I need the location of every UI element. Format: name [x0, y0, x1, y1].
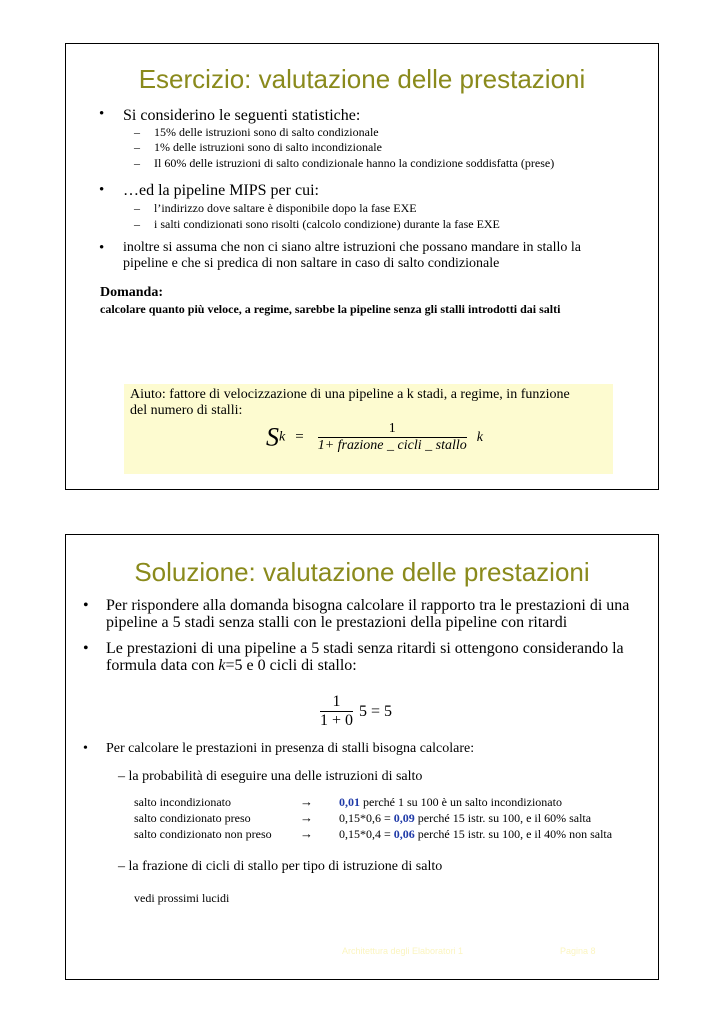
sub-heading: – la frazione di cicli di stallo per tipo di istruzione di salto	[118, 859, 443, 874]
hint-text: Aiuto: fattore di velocizzazione di una pipeline a k stadi, a regime, in funzione	[130, 387, 570, 402]
probability-value: 0,06	[393, 827, 415, 841]
bullet-text: …ed la pipeline MIPS per cui:	[123, 182, 319, 199]
baseline-formula	[320, 693, 392, 730]
paragraph: Per calcolare le prestazioni in presenza di stalli bisogna calcolare:	[106, 741, 475, 756]
row-value-line	[339, 827, 612, 842]
probability-value: 0,09	[393, 811, 415, 825]
sub-item: 15% delle istruzioni sono di salto condizionale	[154, 125, 379, 139]
sub-item: Il 60% delle istruzioni di salto condizionale hanno la condizione soddisfatta (prese)	[154, 156, 555, 170]
formula-numerator: 1	[318, 421, 467, 438]
slide-title: Soluzione: valutazione delle prestazioni	[134, 557, 590, 587]
see-next-note: vedi prossimi lucidi	[134, 891, 230, 905]
dash: –	[134, 201, 140, 215]
formula-s: S	[266, 422, 279, 452]
bullet-dot: •	[83, 597, 89, 614]
text-run: =5 e 0 cicli di stallo:	[225, 657, 357, 674]
calc: 0,15*0,6 =	[339, 811, 394, 825]
hint-box	[124, 384, 613, 474]
row-label: salto incondizionato	[134, 795, 231, 809]
sub-item: l’indirizzo dove saltare è disponibile dopo la fase EXE	[154, 201, 417, 215]
formula-result: 5 = 5	[359, 702, 393, 720]
formula-denominator: 1 + 0	[320, 712, 354, 729]
calc: 0,15*0,4 =	[339, 827, 394, 841]
question-label: Domanda:	[100, 285, 164, 300]
bullet-dot: •	[83, 741, 88, 756]
arrow: →	[300, 794, 313, 809]
dash: –	[134, 140, 140, 154]
sub-heading: – la probabilità di eseguire una delle istruzioni di salto	[118, 769, 423, 784]
sub-item: i salti condizionati sono risolti (calcolo condizione) durante la fase EXE	[154, 217, 500, 231]
bullet-dot: •	[99, 106, 105, 122]
bullet-text: pipeline e che si predica di non saltare in caso di salto condizionale	[123, 256, 500, 271]
k-variable: k	[218, 657, 226, 674]
bullet-text: Si considerino le seguenti statistiche:	[123, 107, 361, 124]
paragraph	[106, 657, 357, 675]
bullet-text: inoltre si assuma che non ci siano altre istruzioni che possano mandare in stallo la	[123, 240, 581, 255]
explanation: perché 15 istr. su 100, e il 60% salta	[414, 811, 592, 825]
row-value-line	[339, 811, 591, 826]
formula-k-subscript: k	[279, 429, 286, 445]
hint-text: del numero di stalli:	[130, 403, 243, 418]
sub-item: 1% delle istruzioni sono di salto incondizionale	[154, 140, 382, 154]
footer-left: Architettura degli Elaboratori 1	[342, 946, 464, 956]
row-label: salto condizionato preso	[134, 811, 251, 825]
explanation: perché 1 su 100 è un salto incondizionato	[360, 795, 562, 809]
slide-1	[65, 43, 659, 490]
bullet-dot: •	[99, 240, 105, 256]
bullet-dot: •	[83, 640, 89, 657]
paragraph: Per rispondere alla domanda bisogna calcolare il rapporto tra le prestazioni di una	[106, 597, 630, 614]
formula-denominator: 1+ frazione _ cicli _ stallo	[317, 438, 467, 453]
paragraph: Le prestazioni di una pipeline a 5 stadi senza ritardi si ottengono considerando la	[106, 640, 624, 657]
question-text: calcolare quanto più veloce, a regime, sarebbe la pipeline senza gli stalli introdotti dai salti	[100, 302, 561, 316]
slide-title: Esercizio: valutazione delle prestazioni	[138, 64, 586, 94]
formula-equals: =	[295, 429, 304, 445]
formula-fraction	[318, 421, 467, 454]
arrow: →	[300, 826, 313, 841]
formula-multiplier: k	[476, 429, 483, 445]
probability-value: 0,01	[339, 795, 360, 809]
arrow: →	[300, 810, 313, 825]
slide-2	[65, 534, 659, 980]
formula-fraction	[320, 693, 353, 730]
row-label: salto condizionato non preso	[134, 827, 272, 841]
dash: –	[134, 125, 140, 139]
formula-numerator: 1	[320, 693, 353, 712]
speedup-formula	[266, 421, 483, 461]
footer-right: Pagina 8	[560, 946, 596, 956]
dash: –	[134, 156, 140, 170]
bullet-dot: •	[99, 182, 105, 198]
explanation: perché 15 istr. su 100, e il 40% non salta	[414, 827, 613, 841]
dash: –	[134, 217, 140, 231]
text-run: formula data con	[106, 657, 219, 674]
row-value-line	[339, 795, 562, 810]
paragraph: pipeline a 5 stadi senza stalli con le prestazioni della pipeline con ritardi	[106, 614, 568, 631]
